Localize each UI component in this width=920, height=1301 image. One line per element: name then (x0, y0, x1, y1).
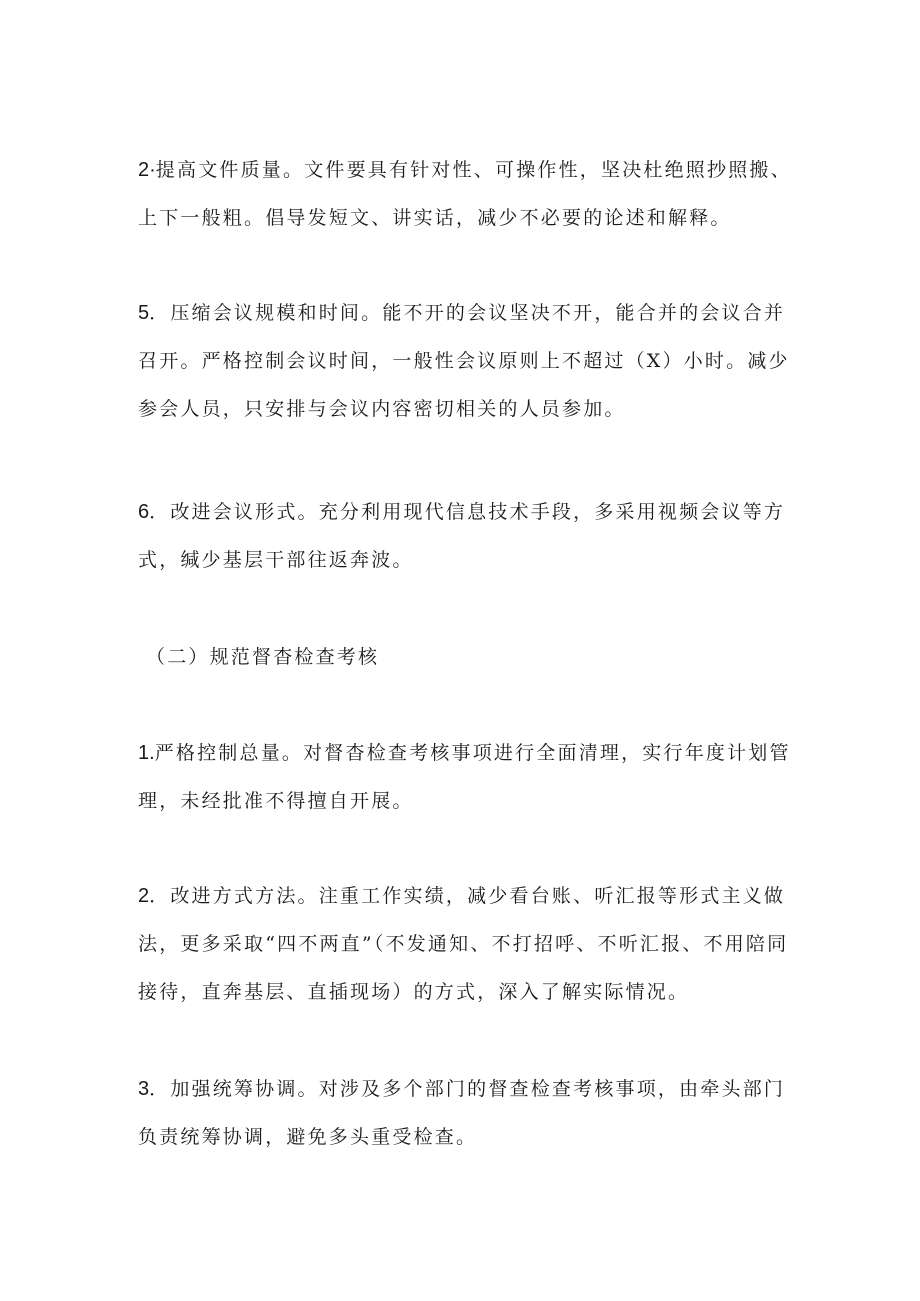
paragraph-text: ．改进会议形式。充分利用现代信息技术手段，多采用视频会议等方式，缄少基层干部往返奔波。 (138, 501, 786, 571)
paragraph-improve-document-quality (138, 146, 798, 242)
paragraph-number: 6 (138, 501, 150, 523)
paragraph-improve-methods (138, 872, 798, 1016)
paragraph-number: 5 (138, 302, 150, 324)
section-heading-text: （二）规范督杳检查考核 (146, 646, 380, 668)
paragraph-number: 3 (138, 1078, 150, 1100)
paragraph-control-total (138, 729, 798, 825)
paragraph-text: 严格控制总量。对督杳检查考核事项进行全面清理，实行年度计划管理，未经批准不得擅自开展。 (138, 742, 791, 812)
paragraph-text: 提高文件质量。文件要具有针对性、可操作性，坚决杜绝照抄照搬、上下一般粗。倡导发短文、讲实话，减少不必要的论述和解释。 (138, 159, 792, 229)
paragraph-text: ．压缩会议规模和时间。能不开的会议坚决不开，能合并的会议合并召开。严格控制会议时间，一般性会议原则上不超过（X）小时。减少参会人员，只安排与会议内容密切相关的人员参加。 (138, 302, 790, 420)
paragraph-number: 2· (138, 159, 156, 181)
paragraph-text: ．加强统筹协调。对涉及多个部门的督查检查考核事项，由牵头部门负责统筹协调，避免多头重受检查。 (138, 1078, 786, 1148)
paragraph-improve-meeting-format (138, 488, 798, 584)
paragraph-number: 2 (138, 885, 150, 907)
paragraph-strengthen-coordination (138, 1065, 798, 1161)
paragraph-number: 1. (138, 742, 155, 764)
paragraph-compress-meetings (138, 289, 798, 433)
section-heading (146, 633, 806, 681)
paragraph-text: ．改进方式方法。注重工作实绩，减少看台账、听汇报等形式主义做法，更多采取“四不两直”（不发通知、不打招呼、不听汇报、不用陪同接待，直奔基层、直插现场）的方式，深入了解实际情况。 (138, 885, 789, 1003)
